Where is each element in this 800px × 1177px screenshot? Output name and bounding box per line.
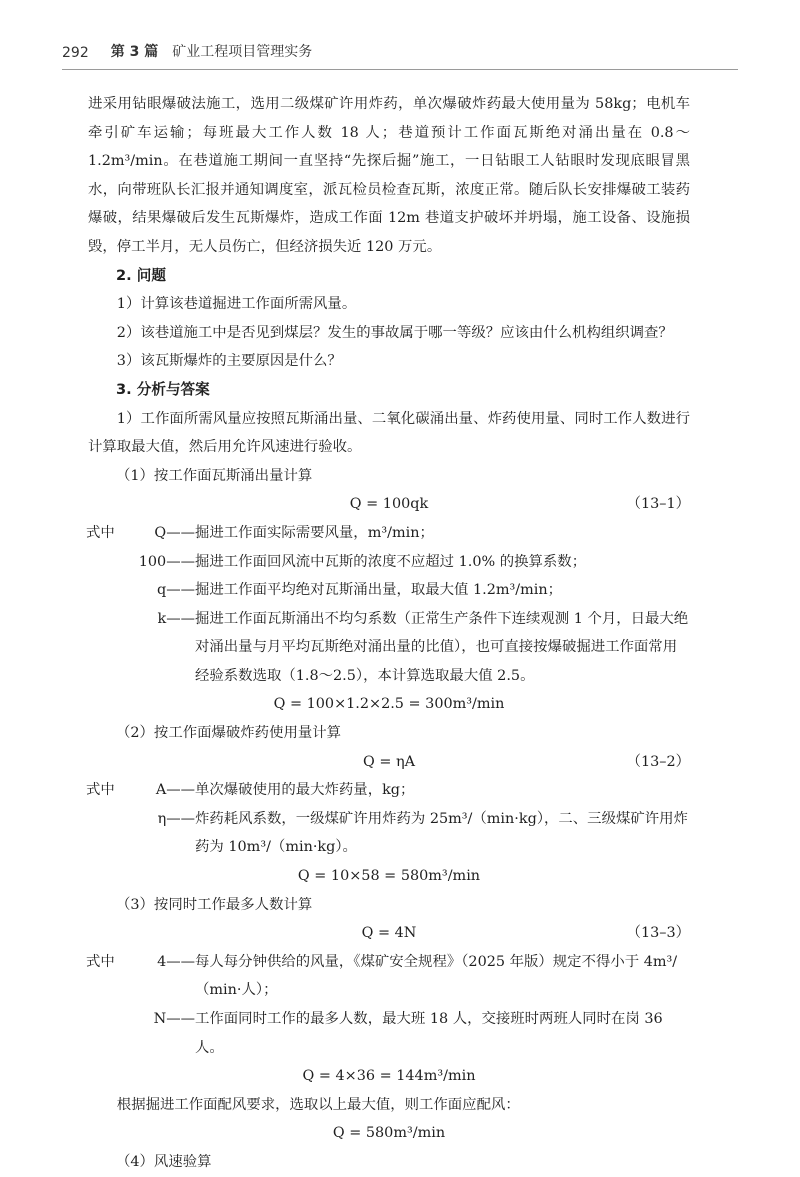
question-3: 3）该瓦斯爆炸的主要原因是什么？ — [116, 353, 342, 370]
equation-formula: Q = ηA — [362, 753, 416, 770]
definition-text: 掘进工作面瓦斯涌出不均匀系数（正常生产条件下连续观测 1 个月，日最大绝对涌出量与月平均瓦斯绝对涌出量的比值），也可直接按爆破掘进工作面常用经验系数选取（1.8～2.5），本计算选取最大值 2.5。 — [195, 610, 689, 684]
definition-row — [88, 776, 690, 805]
definition-symbol: k—— — [157, 610, 195, 627]
section-heading-questions: 2. 问题 — [116, 266, 166, 284]
definition-text: 每人每分钟供给的风量，《煤矿安全规程》（2025 年版）规定不得小于 4m³/（min·人）； — [195, 953, 678, 999]
intro-paragraph: 进采用钻眼爆破法施工，选用二级煤矿许用炸药，单次爆破炸药最大使用量为 58kg；电机车牵引矿车运输；每班最大工作人数 18 人；巷道预计工作面瓦斯绝对涌出量在 0.8～1.2m³/min。在巷道施工期间一直坚持“先探后掘”施工，一日钻眼工人钻眼时发现底眼冒黑水，向带班队长汇报并通知调度室，派瓦检员检查瓦斯，浓度正常。随后队长安排爆破工装药爆破，结果爆破后发生瓦斯爆炸，造成工作面 12m 巷道支护破坏并坍塌，施工设备、设施损毁，停工半月，无人员伤亡，但经济损失近 120 万元。 — [88, 96, 690, 255]
calculation-1 — [88, 690, 690, 719]
equation-13-3 — [88, 919, 690, 948]
equation-formula: Q = 100qk — [349, 496, 429, 513]
definition-row — [88, 576, 690, 605]
definition-symbol: N—— — [153, 1011, 195, 1027]
definition-row — [88, 948, 690, 1005]
shizhong-label: 式中 — [86, 953, 115, 970]
method-3-title: （3）按同时工作最多人数计算 — [116, 896, 313, 913]
definition-text: 炸药耗风系数，一级煤矿许用炸药为 25m³/（min·kg），二、三级煤矿许用炸药为 10m³/（min·kg）。 — [195, 810, 688, 856]
calculation-2 — [88, 862, 690, 891]
definition-row — [88, 605, 690, 691]
calculation-final — [88, 1119, 690, 1148]
definition-symbol: η—— — [157, 810, 195, 827]
equation-1-definitions — [88, 519, 690, 691]
definition-row — [88, 1005, 690, 1062]
equation-formula: Q = 4N — [361, 925, 417, 942]
method-2-title: （2）按工作面爆破炸药使用量计算 — [116, 725, 342, 742]
method-1-title: （1）按工作面瓦斯涌出量计算 — [116, 467, 313, 484]
equation-13-1 — [88, 490, 690, 519]
page-number: 292 — [62, 45, 89, 61]
equation-2-definitions — [88, 776, 690, 862]
shizhong-label: 式中 — [86, 782, 115, 799]
definition-text: 掘进工作面回风流中瓦斯的浓度不应超过 1.0% 的换算系数； — [195, 553, 587, 570]
calculation-formula: Q = 4×36 = 144m³/min — [302, 1068, 476, 1085]
shizhong-label: 式中 — [86, 524, 115, 541]
calculation-formula: Q = 10×58 = 580m³/min — [297, 868, 481, 885]
part-label: 第 3 篇 — [110, 44, 159, 60]
calculation-formula: Q = 580m³/min — [332, 1125, 446, 1142]
definition-symbol: A—— — [155, 782, 195, 799]
definition-text: 工作面同时工作的最多人数，最大班 18 人，交接班时两班人同时在岗 36 人。 — [195, 1011, 663, 1056]
page-header — [62, 40, 738, 70]
definition-symbol: 4—— — [157, 953, 195, 970]
definition-symbol: 100—— — [138, 553, 195, 570]
definition-symbol: Q—— — [154, 524, 195, 541]
section-heading-answers: 3. 分析与答案 — [116, 380, 210, 398]
equation-number: （13–2） — [626, 753, 690, 770]
calculation-3 — [88, 1062, 690, 1091]
equation-3-definitions — [88, 948, 690, 1062]
definition-row — [88, 548, 690, 577]
definition-text: 掘进工作面平均绝对瓦斯涌出量，取最大值 1.2m³/min； — [195, 582, 563, 599]
method-4-title: （4）风速验算 — [116, 1153, 212, 1170]
page-body — [88, 90, 690, 1177]
equation-13-2 — [88, 748, 690, 777]
definition-text: 单次爆破使用的最大炸药量，kg； — [195, 782, 415, 799]
question-2: 2）该巷道施工中是否见到煤层？发生的事故属于哪一等级？应该由什么机构组织调查？ — [116, 324, 673, 341]
equation-number: （13–3） — [626, 925, 690, 942]
book-title: 矿业工程项目管理实务 — [172, 44, 313, 60]
calculation-formula: Q = 100×1.2×2.5 = 300m³/min — [273, 696, 505, 713]
definition-row — [88, 805, 690, 862]
definition-symbol: q—— — [157, 582, 195, 599]
definition-row — [88, 519, 690, 548]
conclusion-text: 根据掘进工作面配风要求，选取以上最大值，则工作面应配风： — [116, 1096, 520, 1113]
definition-text: 掘进工作面实际需要风量，m³/min； — [195, 524, 434, 541]
equation-number: （13–1） — [626, 496, 690, 513]
answer-1-intro: 1）工作面所需风量应按照瓦斯涌出量、二氧化碳涌出量、炸药使用量、同时工作人数进行计算取最大值，然后用允许风速进行验收。 — [88, 410, 690, 456]
question-1: 1）计算该巷道掘进工作面所需风量。 — [116, 296, 357, 313]
